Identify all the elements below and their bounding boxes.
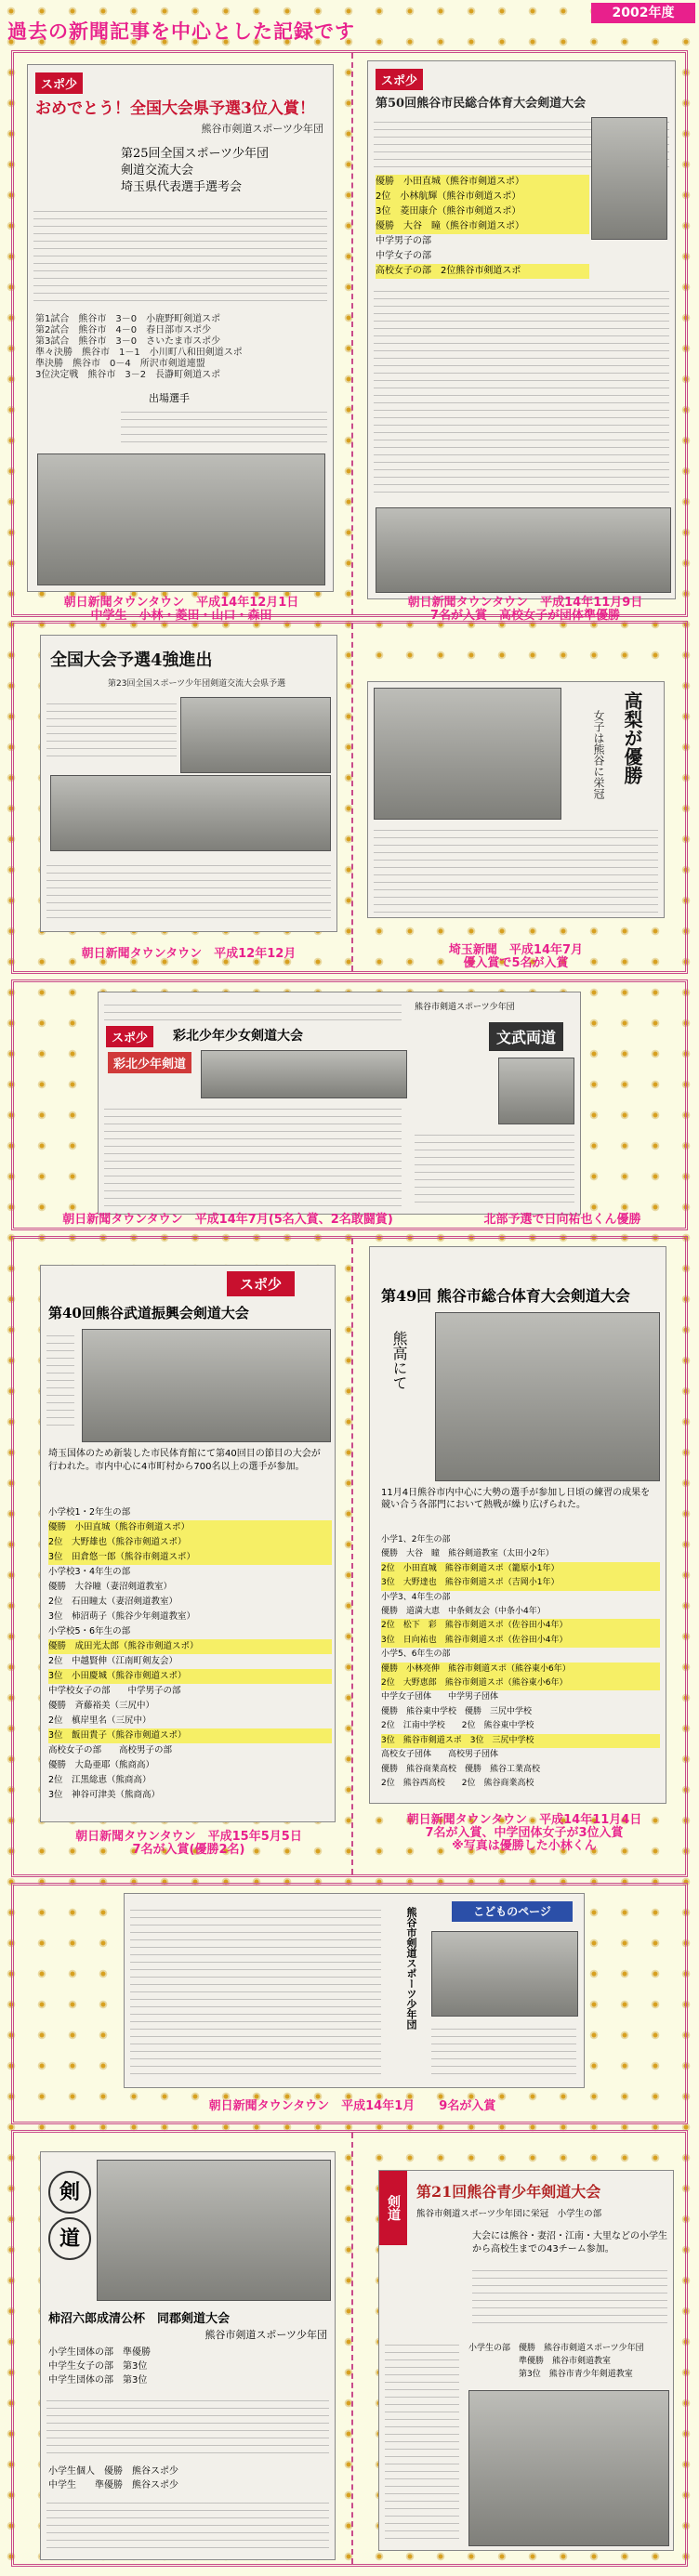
- caption-4-sub: 優入賞で5名が入賞: [463, 956, 569, 970]
- result-row: 中学女子団体 中学男子団体: [381, 1692, 499, 1702]
- result-row: 準決勝 熊谷市 0－4 所沢市剣道連盟: [35, 359, 205, 369]
- section-1: [11, 50, 688, 623]
- result-row: 3位 日向祐也 熊谷市剣道スポ（佐谷田小4年）: [381, 1634, 660, 1648]
- tag-sports: スポ少: [376, 69, 423, 90]
- result-row: 2位 大野恵郎 熊谷市剣道スポ（熊谷東小6年）: [381, 1676, 660, 1690]
- result-row: 優勝 熊谷東中学校 優勝 三尻中学校: [381, 1706, 533, 1716]
- result-row: 優勝 大島亜耶（熊商高）: [48, 1760, 155, 1770]
- result-row: 優勝 成田光太郎（熊谷市剣道スポ）: [48, 1639, 332, 1654]
- caption-1: 朝日新聞タウンタウン 平成14年12月1日: [63, 596, 299, 610]
- clip4-subheadline: 女子は熊谷に栄冠: [592, 710, 605, 799]
- article-body-right: [431, 2022, 576, 2080]
- result-row: 高校女子の部 高校男子の部: [48, 1745, 173, 1755]
- clip1-sub2: 剣道交流大会: [121, 164, 194, 177]
- clip1-sub1: 第25回全国スポーツ少年団: [121, 147, 270, 161]
- results-list-2: [48, 2464, 327, 2492]
- page-title: 過去の新聞記事を中心とした記録です: [7, 20, 355, 43]
- group-photo: [50, 775, 331, 851]
- article-body: [104, 998, 402, 1022]
- section-divider: [351, 2133, 353, 2564]
- clip4-headline: 高梨が優勝: [621, 691, 643, 784]
- kendo-figure-photo: [591, 117, 667, 240]
- clip2-headline: 第50回熊谷市民総合体育大会剣道大会: [376, 97, 587, 111]
- result-row: 2位 松下 彩 熊谷市剣道スポ（佐谷田小4年）: [381, 1619, 660, 1633]
- result-row: 高校女子の部 2位熊谷市剣道スポ: [376, 264, 589, 279]
- clipping-2[interactable]: [367, 60, 676, 599]
- result-row: 3位 大野達也 熊谷市剣道スポ（吉岡小1年）: [381, 1576, 660, 1590]
- result-row: 優勝 道満大恵 中条剣友会（中条小4年）: [381, 1607, 546, 1617]
- result-row: 3位 神谷可津美（熊商高）: [48, 1790, 161, 1800]
- result-row: 高校女子団体 高校男子団体: [381, 1750, 499, 1760]
- article-body: [46, 2394, 329, 2459]
- clip7-headline: 第49回 熊谷市総合体育大会剣道大会: [381, 1287, 630, 1305]
- result-row: 小学1、2年生の部: [381, 1535, 451, 1544]
- result-row: 中学女子の部: [376, 251, 431, 261]
- tag-sports: スポ少: [106, 1026, 153, 1047]
- results-list: [381, 1533, 660, 1791]
- result-row: 3位 飯田貴子（熊谷市剣道スポ）: [48, 1728, 332, 1743]
- section-2: [11, 621, 688, 974]
- result-row: 第3試合 熊谷市 3－0 さいたま市スポ少: [35, 336, 221, 347]
- result-row: 小学3、4年生の部: [381, 1592, 451, 1602]
- player-list: [46, 859, 331, 924]
- result-row: 優勝 大谷瞳（妻沼剣道教室）: [48, 1582, 173, 1592]
- result-row: 優勝 小林亮伸 熊谷市剣道スポ（熊谷東小6年）: [381, 1663, 660, 1676]
- clipping-6[interactable]: [40, 1265, 336, 1822]
- player-list: [121, 405, 327, 444]
- result-row: 優勝 斉藤裕美（三尻中）: [48, 1701, 155, 1711]
- tag-sports: スポ少: [227, 1271, 295, 1296]
- caption-2: 朝日新聞タウンタウン 平成14年11月9日: [407, 596, 643, 610]
- clipping-3[interactable]: [40, 635, 337, 932]
- kanji-kendo-1: 剣: [48, 2171, 91, 2214]
- clipping-10[interactable]: [378, 2170, 674, 2551]
- article-body: [130, 1903, 381, 2080]
- result-row: 中学生 準優勝 熊谷スポ少: [48, 2480, 178, 2491]
- result-row: 3位 柿沼萌子（熊谷少年剣道教室）: [48, 1611, 196, 1622]
- kanji-kendo-2: 道: [48, 2217, 91, 2260]
- team-photo: [97, 2160, 331, 2301]
- caption-7-sub: 7名が入賞、中学団体女子が3位入賞: [425, 1826, 624, 1840]
- clip5-right-title: 文武両道: [489, 1022, 563, 1051]
- clip8-banner: こどものページ: [452, 1901, 573, 1922]
- side-results: [385, 2338, 459, 2543]
- section-4: [11, 1236, 688, 1877]
- clip3-headline: 全国大会予選4強進出: [50, 651, 213, 670]
- clipping-4[interactable]: [367, 681, 665, 918]
- winner-photo: [498, 1058, 574, 1124]
- team-photo: [37, 453, 325, 585]
- article-body: [33, 204, 327, 307]
- result-row: 3位 小田慶城（熊谷市剣道スポ）: [48, 1669, 332, 1684]
- year-badge: 2002年度: [591, 3, 695, 23]
- clip1-sub3: 埼玉県代表選手選考会: [121, 180, 243, 194]
- clip7-place: 熊高にて: [390, 1331, 408, 1390]
- result-row: 中学生団体の部 第3位: [48, 2375, 148, 2385]
- clip6-intro: 埼玉国体のため新装した市民体育館にて第40回目の節目の大会が行われた。市内中心に4市町村から700名以上の選手が参加。: [48, 1449, 321, 1472]
- clip6-headline: 第40回熊谷武道振興会剣道大会: [48, 1305, 249, 1321]
- article-body: [46, 697, 177, 756]
- side-caption: [46, 1329, 74, 1431]
- clipping-5[interactable]: [98, 992, 581, 1215]
- clip10-intro: 大会には熊谷・妻沼・江南・大里などの小学生から高校生までの43チーム参加。: [472, 2231, 667, 2254]
- team-photo: [180, 697, 331, 773]
- caption-4: 埼玉新聞 平成14年7月: [448, 943, 584, 957]
- result-row: 2位 石田瞳太（妻沼剣道教室）: [48, 1597, 178, 1607]
- result-row: 優勝 熊谷商業高校 優勝 熊谷工業高校: [381, 1764, 541, 1774]
- result-row: 中学校女子の部 中学男子の部: [48, 1686, 181, 1696]
- result-row: 小学生の部 優勝 熊谷市剣道スポーツ少年団: [468, 2344, 644, 2353]
- clip5-badge: 彩北少年剣道: [108, 1052, 191, 1073]
- clip1-headline: おめでとう！全国大会県予選3位入賞！: [35, 99, 315, 118]
- result-row: 3位 菱田康介（熊谷市剣道スポ）: [376, 204, 589, 219]
- clip10-sub: 熊谷市剣道スポーツ少年団に栄冠 小学生の部: [416, 2209, 602, 2219]
- result-row: 第3位 熊谷市青少年剣道教室: [468, 2370, 633, 2379]
- section-6: [11, 2130, 688, 2567]
- result-row: 小学校5・6年生の部: [48, 1626, 131, 1636]
- results-more: [374, 284, 669, 498]
- result-row: 小学校1・2年生の部: [48, 1507, 131, 1518]
- result-row: 3位 田倉悠一郎（熊谷市剣道スポ）: [48, 1550, 332, 1565]
- clip10-side: 剣道: [379, 2171, 407, 2245]
- caption-2-sub: 7名が入賞 高校女子が団体準優勝: [429, 609, 621, 623]
- match-photo: [374, 688, 561, 820]
- player-list: [46, 2496, 329, 2554]
- results-list: [468, 2342, 669, 2381]
- caption-6: 朝日新聞タウンタウン 平成15年5月5日: [75, 1830, 302, 1844]
- caption-5-right: 北部予選で日向祐也くん優勝: [483, 1213, 641, 1227]
- result-row: 準優勝 熊谷市剣道教室: [468, 2357, 612, 2366]
- clip8-side: 熊谷市剣道スポーツ少年団: [405, 1907, 417, 2030]
- result-row: 優勝 小田直城（熊谷市剣道スポ）: [48, 1520, 332, 1535]
- clip5-headline: 彩北少年少女剣道大会: [173, 1029, 303, 1044]
- section-5: [11, 1883, 688, 2124]
- result-row: 3位決定戦 熊谷市 3－2 長瀞町剣道スポ: [35, 370, 221, 380]
- article-body: [374, 823, 658, 913]
- team-label: 出場選手: [149, 392, 190, 404]
- section-divider: [351, 53, 353, 614]
- results-list: [35, 314, 333, 381]
- caption-7-note: ※写真は優勝した小林くん: [452, 1839, 597, 1853]
- result-row: 優勝 大谷 瞳（熊谷市剣道スポ）: [376, 219, 589, 234]
- results-list: [376, 175, 589, 279]
- clip7-intro: 11月4日熊谷市内中心に大勢の選手が参加し日頃の練習の成果を競い合う各部門において熱戦が繰り広げられた。: [381, 1488, 651, 1510]
- result-row: 小学5、6年生の部: [381, 1649, 451, 1660]
- section-divider: [351, 1239, 353, 1874]
- caption-7: 朝日新聞タウンタウン 平成14年11月4日: [406, 1813, 642, 1827]
- clipping-8[interactable]: [124, 1893, 585, 2088]
- section-divider: [351, 624, 353, 971]
- clip1-org: 熊谷市剣道スポーツ少年団: [201, 123, 323, 135]
- result-row: 優勝 大谷 瞳 熊谷剣道教室（太田小2年）: [381, 1549, 554, 1559]
- clip9-headline: 柿沼六郎成清公杯 同郡剣道大会: [48, 2312, 231, 2326]
- group-photo: [376, 507, 671, 593]
- caption-3: 朝日新聞タウンタウン 平成12年12月: [81, 947, 297, 961]
- caption-1-sub: 中学生 小林・菱田・山口・森田: [90, 609, 272, 623]
- clip9-org: 熊谷市剣道スポーツ少年団: [204, 2329, 327, 2341]
- results-list: [48, 1505, 332, 1803]
- result-row: 小学校3・4年生の部: [48, 1567, 131, 1577]
- result-row: 2位 江黒総恵（熊商高）: [48, 1775, 152, 1785]
- result-row: 2位 江南中学校 2位 熊谷東中学校: [381, 1721, 534, 1731]
- event-photo: [431, 1931, 578, 2017]
- clipping-9[interactable]: [40, 2151, 336, 2560]
- tag-sports: スポ少: [35, 72, 83, 94]
- result-row: 2位 大野雄也（熊谷市剣道スポ）: [48, 1535, 332, 1550]
- clipping-7[interactable]: [369, 1246, 666, 1804]
- article-body-right: [415, 1128, 574, 1208]
- result-row: 中学生女子の部 第3位: [48, 2361, 148, 2372]
- caption-8: 朝日新聞タウンタウン 平成14年1月 9名が入賞: [208, 2099, 496, 2113]
- result-row: 小学生団体の部 準優勝: [48, 2347, 151, 2358]
- clip3-sub: 第23回全国スポーツ少年団剣道交流大会県予選: [108, 679, 286, 689]
- result-row: 第1試合 熊谷市 3－0 小鹿野町剣道スポ: [35, 314, 221, 324]
- result-row: 2位 槙岸里名（三尻中）: [48, 1715, 152, 1726]
- result-row: 優勝 小田直城（熊谷市剣道スポ）: [376, 175, 589, 190]
- clip10-headline: 第21回熊谷青少年剣道大会: [416, 2183, 601, 2201]
- clip5-right-sub: 熊谷市剣道スポーツ少年団: [415, 1003, 515, 1012]
- result-row: 2位 熊谷西高校 2位 熊谷商業高校: [381, 1778, 534, 1788]
- venue-photo: [82, 1329, 331, 1442]
- group-photo: [468, 2390, 669, 2546]
- clipping-1[interactable]: [27, 64, 334, 592]
- group-photo: [201, 1050, 407, 1098]
- result-row: 中学男子の部: [376, 236, 431, 246]
- section-3: [11, 979, 688, 1230]
- results-table: [104, 1102, 402, 1210]
- result-row: 準々決勝 熊谷市 1－1 小川町八和田剣道スポ: [35, 348, 243, 358]
- result-row: 第2試合 熊谷市 4－0 春日部市スポ少: [35, 325, 212, 335]
- result-row: 2位 小林航輝（熊谷市剣道スポ）: [376, 190, 589, 204]
- result-row: 3位 熊谷市剣道スポ 3位 三尻中学校: [381, 1734, 660, 1748]
- caption-5-left: 朝日新聞タウンタウン 平成14年7月(5名入賞、2名敢闘賞): [62, 1213, 393, 1227]
- result-row: 小学生個人 優勝 熊谷スポ少: [48, 2466, 178, 2477]
- result-row: 2位 小田直城 熊谷市剣道スポ（籠原小1年）: [381, 1562, 660, 1576]
- award-photo: [435, 1312, 660, 1481]
- caption-6-sub: 7名が入賞(優勝2名): [132, 1843, 245, 1857]
- results-list: [48, 2346, 327, 2387]
- result-row: 2位 中越賢伸（江南町剣友会）: [48, 1656, 178, 1666]
- article-body: [472, 2264, 667, 2329]
